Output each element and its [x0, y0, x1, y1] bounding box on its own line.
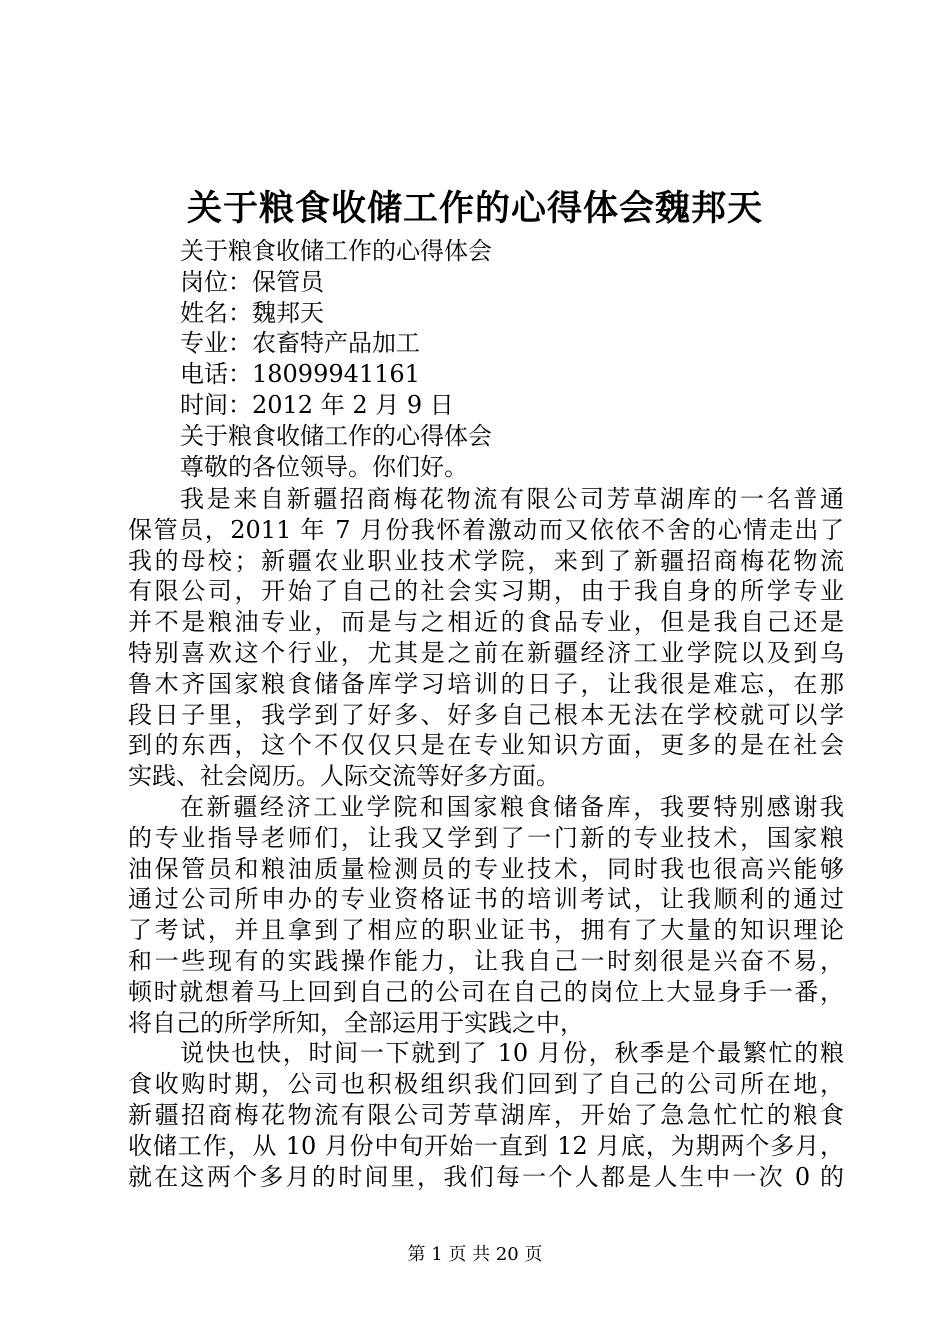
paragraph-1-line: 有限公司，开始了自己的社会实习期，由于我自身的所学专业 — [128, 577, 844, 606]
paragraph-3-line: 说快也快，时间一下就到了 10 月份，秋季是个最繁忙的粮 — [180, 1039, 844, 1068]
paragraph-3-line: 就在这两个多月的时间里，我们每一个人都是人生中一次 0 的 — [128, 1162, 844, 1191]
page-footer: 第 1 页 共 20 页 — [407, 1244, 543, 1265]
paragraph-1-line: 鲁木齐国家粮食储备库学习培训的日子，让我很是难忘，在那 — [128, 669, 844, 698]
paragraph-2-line: 通过公司所申办的专业资格证书的培训考试，让我顺利的通过 — [128, 885, 844, 914]
salutation-line: 尊敬的各位领导。你们好。 — [180, 452, 468, 481]
document-meta-block — [180, 236, 860, 482]
paragraph-3-line: 新疆招商梅花物流有限公司芳草湖库，开始了急急忙忙的粮食 — [128, 1100, 844, 1129]
document-body — [128, 484, 844, 1192]
paragraph-1-line: 保管员，2011 年 7 月份我怀着激动而又依依不舍的心情走出了 — [128, 515, 844, 544]
paragraph-2-line: 顿时就想着马上回到自己的公司在自己的岗位上大显身手一番， — [128, 977, 844, 1006]
subtitle-line: 关于粮食收储工作的心得体会 — [180, 237, 492, 265]
position-line: 岗位：保管员 — [180, 267, 324, 296]
major-line: 专业：农畜特产品加工 — [180, 329, 420, 358]
date-line: 时间：2012 年 2 月 9 日 — [180, 390, 454, 419]
paragraph-1-line: 段日子里，我学到了好多、好多自己根本无法在学校就可以学 — [128, 700, 844, 729]
paragraph-2-line: 在新疆经济工业学院和国家粮食储备库，我要特别感谢我 — [180, 792, 844, 821]
paragraph-2-line: 了考试，并且拿到了相应的职业证书，拥有了大量的知识理论 — [128, 916, 844, 945]
paragraph-2-line: 将自己的所学所知，全部运用于实践之中， — [128, 1008, 584, 1037]
paragraph-3-line: 收储工作，从 10 月份中旬开始一直到 12 月底，为期两个多月， — [128, 1131, 844, 1160]
paragraph-2-line: 的专业指导老师们，让我又学到了一门新的专业技术，国家粮 — [128, 823, 844, 852]
paragraph-3-line: 食收购时期，公司也积极组织我们回到了自己的公司所在地， — [128, 1070, 844, 1099]
name-line: 姓名：魏邦天 — [180, 298, 324, 327]
paragraph-1-line: 并不是粮油专业，而是与之相近的食品专业，但是我自己还是 — [128, 608, 844, 637]
paragraph-1-line: 实践、社会阅历。人际交流等好多方面。 — [128, 762, 560, 791]
paragraph-1-line: 到的东西，这个不仅仅只是在专业知识方面，更多的是在社会 — [128, 731, 844, 760]
paragraph-2-line: 和一些现有的实践操作能力，让我自己一时刻很是兴奋不易， — [128, 946, 844, 975]
paragraph-1-line: 特别喜欢这个行业，尤其是之前在新疆经济工业学院以及到乌 — [128, 638, 844, 667]
heading-repeat-line: 关于粮食收储工作的心得体会 — [180, 421, 492, 450]
document-title: 关于粮食收储工作的心得体会魏邦天 — [186, 188, 763, 229]
paragraph-1-line: 我的母校；新疆农业职业技术学院，来到了新疆招商梅花物流 — [128, 546, 844, 575]
phone-line: 电话：18099941161 — [180, 360, 420, 389]
paragraph-1-line: 我是来自新疆招商梅花物流有限公司芳草湖库的一名普通 — [180, 485, 844, 513]
paragraph-2-line: 油保管员和粮油质量检测员的专业技术，同时我也很高兴能够 — [128, 854, 844, 883]
